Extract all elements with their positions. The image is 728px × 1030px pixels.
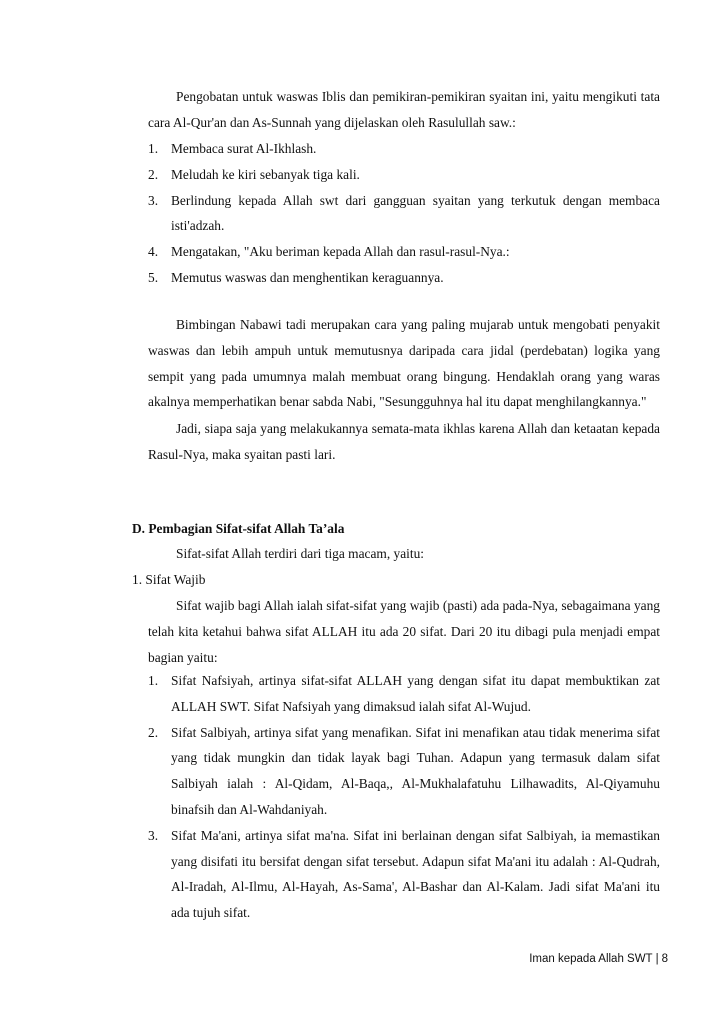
- list-number: 1.: [148, 141, 159, 156]
- list-item-text: Memutus waswas dan menghentikan keraguannya.: [171, 269, 444, 285]
- list-item: [148, 162, 660, 188]
- list-item: [148, 265, 660, 291]
- list-number: 3.: [148, 192, 159, 208]
- page-number: 8: [661, 953, 668, 965]
- page-footer: [500, 953, 668, 965]
- list-item-text: Mengatakan, "Aku beriman kepada Allah dan rasul-rasul-Nya.:: [171, 244, 510, 260]
- section-intro: Sifat-sifat Allah terdiri dari tiga macam, yaitu:: [176, 546, 425, 561]
- list-item-text: Membaca surat Al-Ikhlash.: [171, 141, 317, 156]
- subsection-heading: 1. Sifat Wajib: [132, 572, 206, 587]
- bimbingan-paragraph: Bimbingan Nabawi tadi merupakan cara yang paling mujarab untuk mengobati penyakit waswas dan lebih ampuh untuk memutusnya daripada cara jidal (perdebatan) logika yang sempit yang pada umumnya malah membuat orang bingung. Hendaklah orang yang waras akalnya memperhatikan benar sabda Nabi, "Sesungguhnya hal itu dapat menghilangkannya.": [148, 317, 660, 410]
- list-number: 2.: [148, 166, 159, 182]
- list-item-text: Sifat Ma'ani, artinya sifat ma'na. Sifat ini berlainan dengan sifat Salbiyah, ia memastikan yang disifati itu bersifat dengan sifat tersebut. Adapun sifat Ma'ani itu adalah : Al-Qudrah, Al-Iradah, Al-Ilmu, Al-Hayah, As-Sama', Al-Bashar dan Al-Kalam. Jadi sifat Ma'ani itu ada tujuh sifat.: [171, 827, 660, 921]
- list-item: [148, 136, 660, 162]
- intro-paragraph: Pengobatan untuk waswas Iblis dan pemikiran-pemikiran syaitan ini, yaitu mengikuti tata cara Al-Qur'an dan As-Sunnah yang dijelaskan oleh Rasulullah saw.:: [148, 89, 660, 130]
- list-number: 3.: [148, 827, 159, 843]
- intro-steps-list: [148, 136, 660, 291]
- list-item: [148, 720, 660, 823]
- list-item: [148, 188, 660, 240]
- list-number: 2.: [148, 724, 159, 740]
- sifat-parts-list: [148, 668, 660, 926]
- list-item-text: Sifat Salbiyah, artinya sifat yang menafikan. Sifat ini menafikan atau tidak menerima sifat yang tidak mungkin dan tidak layak bagi Tuhan. Adapun yang termasuk dalam sifat Salbiyah ialah : Al-Qidam, Al-Baqa,, Al-Mukhalafatuhu Lilhawadits, Al-Qiyamuhu binafsih dan Al-Wahdaniyah.: [171, 724, 660, 817]
- list-number: 4.: [148, 244, 159, 260]
- footer-separator: |: [655, 953, 659, 965]
- list-number: 5.: [148, 269, 159, 285]
- list-item-text: Sifat Nafsiyah, artinya sifat-sifat ALLAH yang dengan sifat itu dapat membuktikan zat ALLAH SWT. Sifat Nafsiyah yang dimaksud ialah sifat Al-Wujud.: [171, 673, 660, 714]
- footer-title: Iman kepada Allah SWT: [529, 953, 653, 965]
- list-item-text: Berlindung kepada Allah swt dari gangguan syaitan yang terkutuk dengan membaca isti'adzah.: [171, 192, 660, 234]
- list-item: [148, 823, 660, 926]
- wajib-paragraph: Sifat wajib bagi Allah ialah sifat-sifat yang wajib (pasti) ada pada-Nya, sebagaimana yang telah kita ketahui bahwa sifat ALLAH itu ada 20 sifat. Dari 20 itu dibagi pula menjadi empat bagian yaitu:: [148, 598, 660, 665]
- list-item: [148, 668, 660, 720]
- list-item-text: Meludah ke kiri sebanyak tiga kali.: [171, 166, 360, 182]
- list-item: [148, 239, 660, 265]
- conclusion-paragraph: Jadi, siapa saja yang melakukannya semata-mata ikhlas karena Allah dan ketaatan kepada Rasul-Nya, maka syaitan pasti lari.: [148, 421, 660, 462]
- section-heading: D. Pembagian Sifat-sifat Allah Ta’ala: [132, 521, 345, 536]
- list-number: 1.: [148, 673, 159, 688]
